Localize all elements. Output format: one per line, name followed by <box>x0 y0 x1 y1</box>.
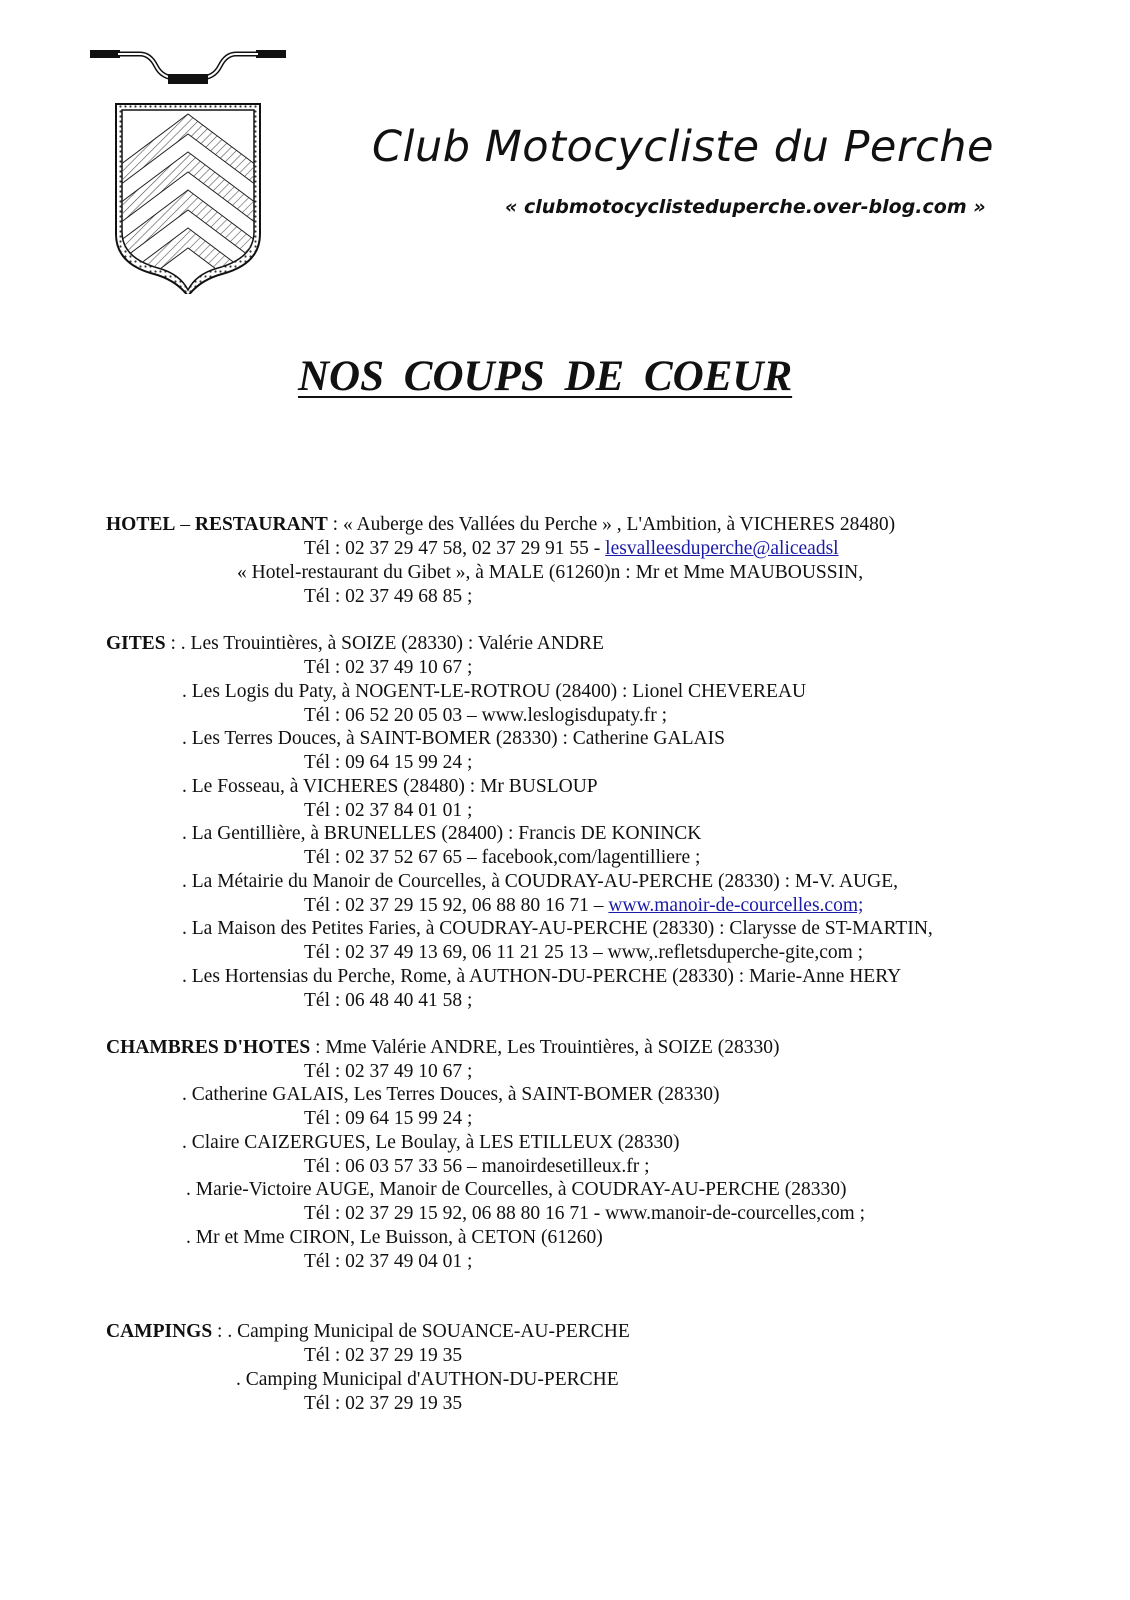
campings-label: CAMPINGS <box>106 1321 213 1342</box>
hotel-email-link[interactable]: lesvalleesduperche@aliceadsl <box>605 538 839 559</box>
chambres-line-7: . Marie-Victoire AUGE, Manoir de Courcelles, à COUDRAY-AU-PERCHE (28330) <box>186 1179 847 1200</box>
hotel-line-4: Tél : 02 37 49 68 85 ; <box>304 586 473 607</box>
gites-line-4: Tél : 06 52 20 05 03 – www.leslogisdupaty.fr ; <box>304 705 668 726</box>
gites-line-7: . Le Fosseau, à VICHERES (28480) : Mr BUSLOUP <box>182 776 598 797</box>
gites-line-10: Tél : 02 37 52 67 65 – facebook,com/lagentilliere ; <box>304 847 701 868</box>
gites-line-5: . Les Terres Douces, à SAINT-BOMER (28330) : Catherine GALAIS <box>182 728 725 749</box>
hotel-dash: – <box>175 514 195 535</box>
campings-text-1: : . Camping Municipal de SOUANCE-AU-PERCHE <box>212 1321 630 1342</box>
hotel-text-1: : « Auberge des Vallées du Perche » , L'Ambition, à VICHERES 28480) <box>327 514 896 535</box>
chambres-line-8: Tél : 02 37 29 15 92, 06 88 80 16 71 - www.manoir-de-courcelles,com ; <box>304 1203 866 1224</box>
chambres-line-5: . Claire CAIZERGUES, Le Boulay, à LES ETILLEUX (28330) <box>182 1132 680 1153</box>
shield-icon <box>108 104 268 294</box>
campings-line-3: . Camping Municipal d'AUTHON-DU-PERCHE <box>236 1369 619 1390</box>
gites-line-15: . Les Hortensias du Perche, Rome, à AUTHON-DU-PERCHE (28330) : Marie-Anne HERY <box>182 966 902 987</box>
gites-line-13: . La Maison des Petites Faries, à COUDRAY-AU-PERCHE (28330) : Clarysse de ST-MARTIN, <box>182 918 933 939</box>
page-title: NOS COUPS DE COEUR <box>298 353 793 400</box>
gites-line-14: Tél : 02 37 49 13 69, 06 11 21 25 13 – www,.refletsduperche-gite,com ; <box>304 942 864 963</box>
gites-line-9: . La Gentillière, à BRUNELLES (28400) : Francis DE KONINCK <box>182 823 702 844</box>
campings-line-1 <box>106 1320 630 1344</box>
hotel-tel-1: Tél : 02 37 29 47 58, 02 37 29 91 55 - <box>304 538 606 559</box>
chambres-line-4: Tél : 09 64 15 99 24 ; <box>304 1108 473 1129</box>
manoir-courcelles-link[interactable]: www.manoir-de-courcelles.com; <box>608 895 864 916</box>
campings-line-2: Tél : 02 37 29 19 35 <box>304 1345 463 1366</box>
chambres-line-10: Tél : 02 37 49 04 01 ; <box>304 1251 473 1272</box>
chambres-label: CHAMBRES D'HOTES <box>106 1037 311 1058</box>
handlebar-icon <box>90 50 286 84</box>
chambres-line-6: Tél : 06 03 57 33 56 – manoirdesetilleux.fr ; <box>304 1156 650 1177</box>
chambres-line-2: Tél : 02 37 49 10 67 ; <box>304 1061 473 1082</box>
gites-line-6: Tél : 09 64 15 99 24 ; <box>304 752 473 773</box>
hotel-label-b: RESTAURANT <box>194 514 328 535</box>
club-url: « clubmotocyclisteduperche.over-blog.com » <box>505 196 986 218</box>
campings-line-4: Tél : 02 37 29 19 35 <box>304 1393 463 1414</box>
gites-line-2: Tél : 02 37 49 10 67 ; <box>304 657 473 678</box>
gites-line-12 <box>304 894 863 918</box>
chambres-line-3: . Catherine GALAIS, Les Terres Douces, à SAINT-BOMER (28330) <box>182 1084 720 1105</box>
gites-label: GITES <box>106 633 166 654</box>
club-name: Club Motocycliste du Perche <box>372 122 994 172</box>
gites-tel-courcelles: Tél : 02 37 29 15 92, 06 88 80 16 71 – <box>304 895 609 916</box>
gites-text-1: : . Les Trouintières, à SOIZE (28330) : Valérie ANDRE <box>165 633 604 654</box>
hotel-label-a: HOTEL <box>106 514 176 535</box>
gites-line-1 <box>106 632 604 656</box>
chambres-line-9: . Mr et Mme CIRON, Le Buisson, à CETON (61260) <box>186 1227 603 1248</box>
chambres-line-1 <box>106 1036 779 1060</box>
hotel-line-1 <box>106 513 895 537</box>
gites-line-11: . La Métairie du Manoir de Courcelles, à COUDRAY-AU-PERCHE (28330) : M-V. AUGE, <box>182 871 898 892</box>
hotel-line-3: « Hotel-restaurant du Gibet », à MALE (61260)n : Mr et Mme MAUBOUSSIN, <box>237 562 864 583</box>
chambres-text-1: : Mme Valérie ANDRE, Les Trouintières, à SOIZE (28330) <box>310 1037 780 1058</box>
hotel-line-2 <box>304 537 839 561</box>
gites-line-16: Tél : 06 48 40 41 58 ; <box>304 990 473 1011</box>
gites-line-3: . Les Logis du Paty, à NOGENT-LE-ROTROU (28400) : Lionel CHEVEREAU <box>182 681 807 702</box>
club-logo-icon <box>88 44 288 294</box>
gites-line-8: Tél : 02 37 84 01 01 ; <box>304 800 473 821</box>
